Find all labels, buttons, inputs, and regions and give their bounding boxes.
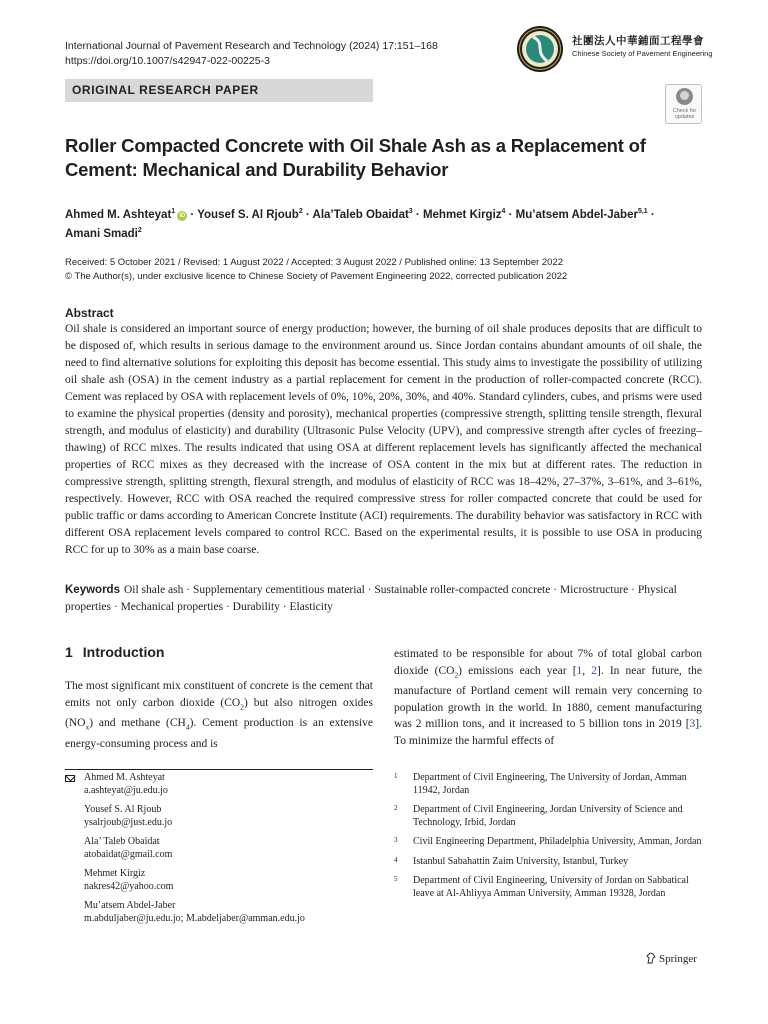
affiliation-text: Department of Civil Engineering, University of Jordan on Sabbatical leave at Al-Ahliyya Amman University, Amman 19328, Jordan bbox=[413, 875, 689, 899]
affiliation-entry bbox=[394, 875, 704, 900]
journal-citation: International Journal of Pavement Research and Technology (2024) 17:151–168 bbox=[65, 40, 438, 52]
affiliation-text: Istanbul Sabahattin Zaim University, Istanbul, Turkey bbox=[413, 855, 629, 867]
author-affiliation: 1 bbox=[171, 208, 176, 215]
doi-link[interactable]: https://doi.org/10.1007/s42947-022-00225-3 bbox=[65, 55, 270, 67]
author-name[interactable]: Amani Smadi bbox=[65, 227, 138, 240]
check-updates-text: Check for bbox=[672, 108, 697, 114]
affiliation-number: 3 bbox=[394, 836, 398, 844]
abstract-text: Oil shale is considered an important source of energy production; however, the burning of oil shale produces deposits that are difficult to be disposed of, which results in serious damage to the environment around us. Since Jordan contains abundant amounts of oil shale, the need to find alternative solutions for exploiting this deposit has become essential. This study aims to investigate the possibility of utilizing oil shale ash (OSA) in the cement industry as a partial replacement for cement in the production of roller-compacted concrete (RCC). Cement was replaced by OSA with replacement levels of 0%, 10%, 20%, 30%, and 40%. Standard cylinders, cubes, and prisms were used to examine the physical properties (density and porosity), mechanical properties (compressive strength, splitting tensile strength, flexural strength, and modulus of elasticity) and durability (Ultrasonic Pulse Velocity (UPV), and compressive strength after cycles of freezing–thawing) of RCC mixes. The results indicated that using OSA at different replacement levels has significantly affected the mechanical properties of RCC mixes as they decreased with the increase of OSA content in the mix but at different rates. The reduction in compressive strength, splitting strength, flexural strength, and modulus of elasticity of RCC was 18–42%, 27–37%, 3–61%, and 3–61%, respectively. However, RCC with OSA reached the required compressive stress for roller compacted concrete that could be used for public traffic or dams according to American Concrete Institute (ACI) requirements. The durability behavior was satisfactory in RCC with different OSA replacement levels compared to control RCC. Based on the experimental results, it is possible to use OSA in producing RCC for up to 30% as a main base coarse. bbox=[65, 323, 702, 556]
body-text: , bbox=[582, 664, 592, 677]
section-heading bbox=[65, 644, 164, 660]
publication-history: Received: 5 October 2021 / Revised: 1 August 2022 / Accepted: 3 August 2022 / Published online: 13 September 2022 bbox=[65, 257, 564, 268]
intro-column-right bbox=[394, 646, 702, 749]
body-text: ) emissions each year [ bbox=[458, 664, 577, 677]
affiliation-entry bbox=[394, 856, 704, 869]
affiliation-entry bbox=[394, 772, 704, 797]
abstract-heading: Abstract bbox=[65, 306, 114, 320]
body-text: ]. In near future, the manufacture of Portland cement will remain very concerning to population growth in the world. In 1880, cement manufacturing was 2 million tons, and it increased to 5 billion tons in 2019 [ bbox=[394, 664, 702, 731]
author-name[interactable]: Mehmet Kirgiz bbox=[422, 208, 502, 221]
author-name[interactable]: Yousef S. Al Rjoub bbox=[197, 208, 299, 221]
author-name[interactable]: Ala’Taleb Obaidat bbox=[312, 208, 409, 221]
contact-email[interactable]: nakres42@yahoo.com bbox=[84, 880, 174, 892]
contact-name: Mu’atsem Abdel-Jaber bbox=[84, 900, 176, 911]
subscript: x bbox=[85, 722, 90, 732]
contact-entry bbox=[65, 900, 373, 925]
author-list: Ahmed M. Ashteyat$^1$iD · Yousef S. Al Rjoub$^2$ · Ala’Taleb Obaidat$^3$ · Mehmet Kirgiz$^4$ · Mu’atsem Abdel-Jaber$^{5,1}$ · Amani Smadi$^2$ bbox=[65, 208, 655, 240]
copyright-notice: © The Author(s), under exclusive licence to Chinese Society of Pavement Engineering 2022, corrected publication 2022 bbox=[65, 271, 568, 282]
publication-dates bbox=[65, 256, 567, 284]
contact-entry bbox=[65, 772, 373, 797]
keywords bbox=[65, 582, 702, 616]
contact-name: Yousef S. Al Rjoub bbox=[84, 804, 162, 815]
citation-link[interactable]: 3 bbox=[689, 718, 696, 731]
paper-title: Roller Compacted Concrete with Oil Shale Ash as a Replacement of Cement: Mechanical and Durability Behavior bbox=[65, 135, 646, 180]
affiliations bbox=[394, 772, 704, 907]
affiliation-number: 4 bbox=[394, 855, 398, 864]
author-name[interactable]: Mu’atsem Abdel-Jaber bbox=[515, 208, 638, 221]
affiliation-text: Civil Engineering Department, Philadelphia University, Amman, Jordan bbox=[413, 836, 702, 847]
corresponding-contacts bbox=[65, 772, 373, 932]
contact-name: Mehmet Kirgiz bbox=[84, 868, 146, 879]
publisher-name: Springer bbox=[659, 953, 697, 965]
contact-name: Ala’ Taleb Obaidat bbox=[84, 836, 160, 847]
author-affiliation: 5,1 bbox=[637, 208, 648, 215]
contact-entry bbox=[65, 804, 373, 829]
affiliation-number: 5 bbox=[394, 875, 398, 883]
author-affiliation: 3 bbox=[408, 208, 413, 215]
orcid-icon[interactable]: iD bbox=[179, 212, 186, 219]
body-text: ). Cement production is an extensive energy-consuming process and is bbox=[65, 717, 373, 751]
body-text: ]. To minimize the harmful effects of bbox=[394, 718, 702, 747]
article-type: ORIGINAL RESEARCH PAPER bbox=[72, 83, 259, 97]
contact-name: Ahmed M. Ashteyat bbox=[84, 772, 165, 783]
subscript: 4 bbox=[185, 722, 190, 732]
contact-entry bbox=[65, 868, 373, 893]
affiliation-text: Department of Civil Engineering, The University of Jordan, Amman 11942, Jordan bbox=[413, 772, 687, 796]
springer-horse-icon bbox=[646, 952, 656, 964]
body-text: ) but also nitrogen oxides (NO bbox=[65, 696, 373, 730]
keywords-label: Keywords bbox=[65, 584, 120, 596]
subscript: 2 bbox=[240, 701, 244, 711]
affiliation-entry bbox=[394, 804, 704, 829]
contact-email[interactable]: m.abduljaber@ju.edu.jo; M.abdeljaber@amman.edu.jo bbox=[84, 912, 305, 924]
citation-link[interactable]: 1 bbox=[576, 664, 583, 677]
affiliation-number: 1 bbox=[394, 772, 398, 780]
article-type-banner bbox=[65, 79, 373, 102]
body-text: estimated to be responsible for about 7% of total global carbon dioxide (CO bbox=[394, 648, 702, 677]
check-updates-text-2: updates bbox=[674, 114, 695, 120]
contact-email[interactable]: a.ashteyat@ju.edu.jo bbox=[84, 784, 168, 796]
society-logo bbox=[516, 25, 564, 73]
contact-email[interactable]: ysalrjoub@just.edu.jo bbox=[84, 816, 173, 828]
subscript: 2 bbox=[454, 669, 459, 679]
author-name[interactable]: Ahmed M. Ashteyat bbox=[65, 208, 172, 221]
footnote-divider bbox=[65, 769, 373, 770]
author-affiliation: 4 bbox=[501, 208, 506, 215]
refresh-icon bbox=[676, 88, 693, 105]
keywords-text: Oil shale ash · Supplementary cementitious material · Sustainable roller-compacted concrete · Microstructure · Physical properties · Mechanical properties · Durability · Elasticity bbox=[65, 584, 677, 613]
intro-column-left bbox=[65, 678, 373, 753]
affiliation-entry bbox=[394, 836, 704, 849]
body-text: ) and methane (CH bbox=[89, 717, 186, 730]
society-name-en: Chinese Society of Pavement Engineering bbox=[572, 49, 713, 58]
contact-email[interactable]: atobaidat@gmail.com bbox=[84, 848, 173, 860]
society-name-cn: 社團法人中華鋪面工程學會 bbox=[572, 35, 704, 47]
check-for-updates-button[interactable] bbox=[665, 84, 702, 124]
contact-entry bbox=[65, 836, 373, 861]
affiliation-text: Department of Civil Engineering, Jordan University of Science and Technology, Irbid, Jordan bbox=[413, 804, 683, 828]
body-text: The most significant mix constituent of concrete is the cement that emits not only carbon dioxide (CO bbox=[65, 680, 373, 709]
envelope-icon bbox=[65, 775, 75, 782]
author-affiliation: 2 bbox=[137, 226, 142, 234]
affiliation-number: 2 bbox=[394, 804, 398, 812]
citation-link[interactable]: 2 bbox=[591, 664, 598, 677]
section-number: 1 bbox=[65, 644, 73, 660]
publisher-logo bbox=[646, 952, 697, 965]
author-affiliation: 2 bbox=[298, 208, 303, 215]
section-title: Introduction bbox=[82, 644, 165, 660]
